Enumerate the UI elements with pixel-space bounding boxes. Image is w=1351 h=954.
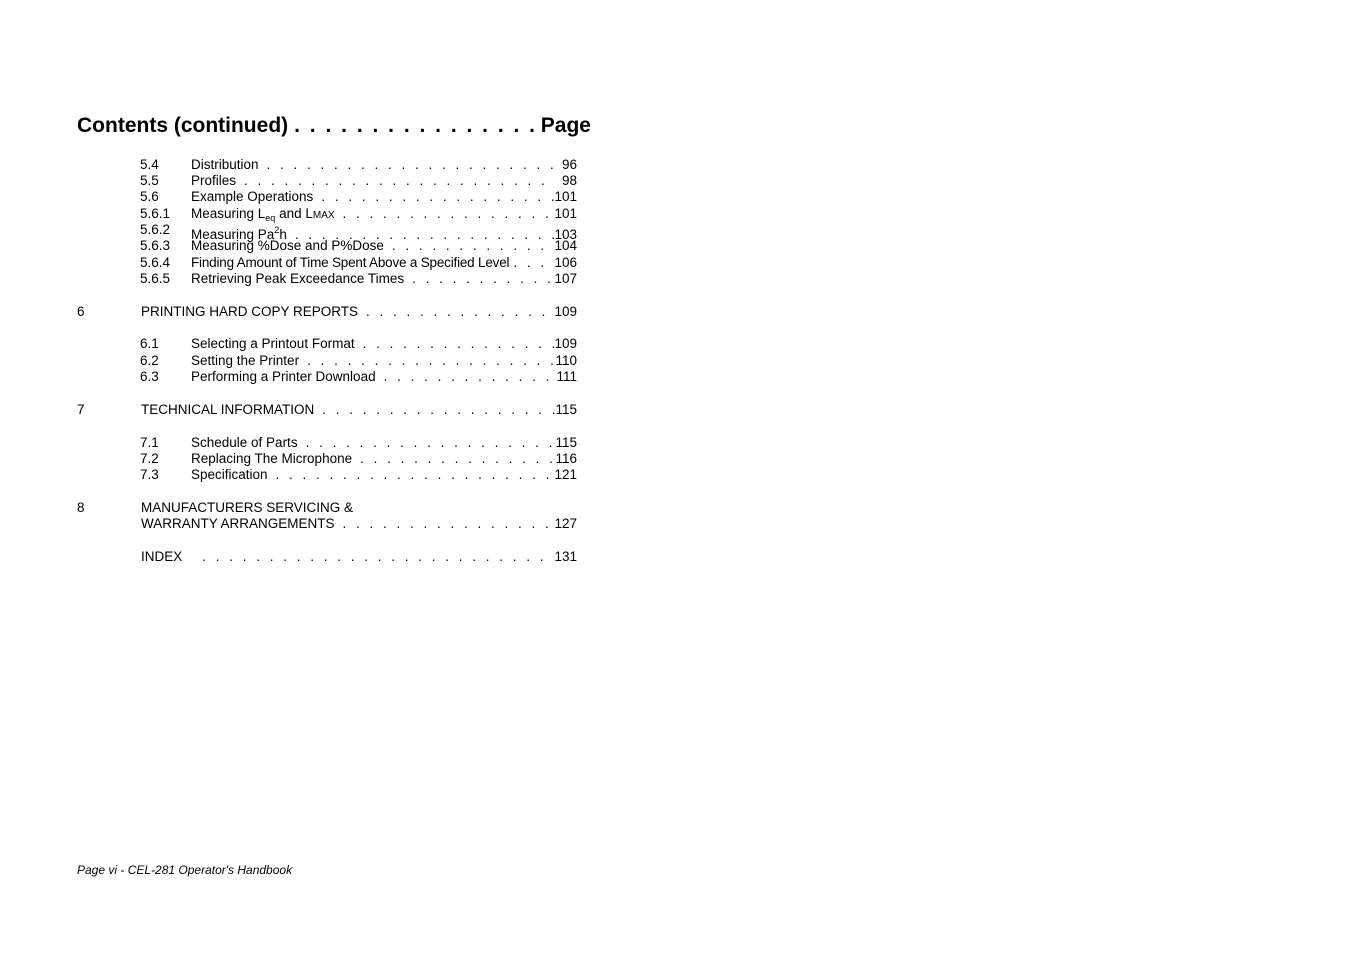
chapter-title-line2: WARRANTY ARRANGEMENTS	[141, 516, 335, 531]
section-number: 6.2	[140, 353, 159, 368]
leader-dots	[384, 238, 555, 254]
leader-dots	[236, 173, 555, 189]
leader-dots	[314, 402, 555, 418]
leader-dots	[352, 451, 555, 467]
leader-dots	[268, 467, 555, 483]
page-column-label: Page	[540, 114, 591, 137]
contents-title-text: Contents (continued)	[77, 114, 289, 137]
toc-chapter	[77, 500, 577, 516]
toc-chapter	[77, 402, 577, 418]
page-number: 115	[555, 435, 577, 450]
leader-dots	[376, 369, 555, 385]
page-number: 98	[561, 173, 577, 188]
section-title: Selecting a Printout Format	[191, 336, 355, 351]
section-title: Retrieving Peak Exceedance Times	[191, 271, 405, 286]
toc-chapter-continued	[141, 516, 577, 532]
section-title: Performing a Printer Download	[191, 369, 376, 384]
toc-entry	[140, 222, 577, 242]
toc-entry	[140, 173, 577, 189]
section-title: Example Operations	[191, 189, 314, 204]
leader-dots	[313, 189, 554, 205]
section-title: Specification	[191, 467, 268, 482]
toc-entry	[140, 353, 577, 369]
section-number: 5.6.5	[140, 271, 171, 286]
leader-dots	[358, 304, 554, 320]
section-number: 5.6.1	[140, 206, 171, 221]
chapter-number: 6	[77, 304, 85, 319]
page-number: 127	[554, 516, 577, 531]
section-number: 5.6.2	[140, 222, 171, 237]
section-number: 7.3	[140, 467, 159, 482]
section-number: 5.6	[140, 189, 159, 204]
page-number: 109	[554, 336, 577, 351]
chapter-title: PRINTING HARD COPY REPORTS	[141, 304, 359, 319]
leader-dots	[335, 206, 555, 222]
section-title: Measuring $L_{eq}$ and LMAX	[191, 206, 335, 223]
toc-entry	[140, 238, 577, 254]
page-number: 101	[554, 206, 577, 221]
toc-entry	[140, 206, 577, 222]
section-number: 5.6.4	[140, 255, 171, 270]
page-number: 106	[554, 255, 577, 270]
toc-entry	[140, 435, 577, 451]
section-number: 7.1	[140, 435, 159, 450]
leader-dots	[509, 255, 554, 271]
contents-title	[77, 113, 591, 139]
leader-dots	[335, 516, 555, 532]
section-number: 5.4	[140, 157, 159, 172]
section-title: Measuring Pa$^2$h	[191, 225, 287, 242]
page-number: 115	[555, 402, 577, 417]
page-number: 109	[554, 304, 577, 319]
toc-entry	[140, 189, 577, 205]
leader-dots	[182, 549, 554, 565]
leader-dots	[298, 435, 555, 451]
page-number: 110	[555, 353, 577, 368]
toc-entry	[140, 255, 577, 271]
title-leader-dots	[288, 113, 541, 139]
index-title: INDEX	[141, 549, 183, 564]
page-number: 116	[555, 451, 577, 466]
section-title: Finding Amount of Time Spent Above a Specified Level	[191, 255, 510, 270]
toc-entry	[140, 157, 577, 173]
section-number: 5.6.3	[140, 238, 171, 253]
section-title: Profiles	[191, 173, 237, 188]
page-number: 131	[554, 549, 577, 564]
section-number: 6.1	[140, 336, 159, 351]
chapter-title: TECHNICAL INFORMATION	[141, 402, 315, 417]
page-number: 111	[556, 369, 577, 384]
section-number: 7.2	[140, 451, 159, 466]
toc-entry	[140, 369, 577, 385]
toc-entry	[140, 336, 577, 352]
section-title: Measuring %Dose and P%Dose	[191, 238, 384, 253]
page-number: 104	[554, 238, 577, 253]
toc-entry	[140, 467, 577, 483]
chapter-number: 7	[77, 402, 85, 417]
page-number: 103	[554, 227, 577, 242]
leader-dots	[404, 271, 554, 287]
chapter-number: 8	[77, 500, 85, 515]
section-title: Setting the Printer	[191, 353, 300, 368]
toc-entry	[140, 451, 577, 467]
section-title: Distribution	[191, 157, 259, 172]
page-number: 107	[554, 271, 577, 286]
chapter-title: MANUFACTURERS SERVICING &	[141, 500, 354, 515]
toc-chapter	[77, 304, 577, 320]
section-number: 5.5	[140, 173, 159, 188]
toc-index	[141, 549, 577, 565]
toc-entry	[140, 271, 577, 287]
page-footer: Page vi - CEL-281 Operator's Handbook	[77, 863, 293, 877]
leader-dots	[299, 353, 555, 369]
leader-dots	[355, 336, 555, 352]
leader-dots	[259, 157, 555, 173]
page-number: 121	[554, 467, 577, 482]
page-number: 101	[554, 189, 577, 204]
page-number: 96	[561, 157, 577, 172]
section-title: Schedule of Parts	[191, 435, 298, 450]
section-number: 6.3	[140, 369, 159, 384]
section-title: Replacing The Microphone	[191, 451, 353, 466]
